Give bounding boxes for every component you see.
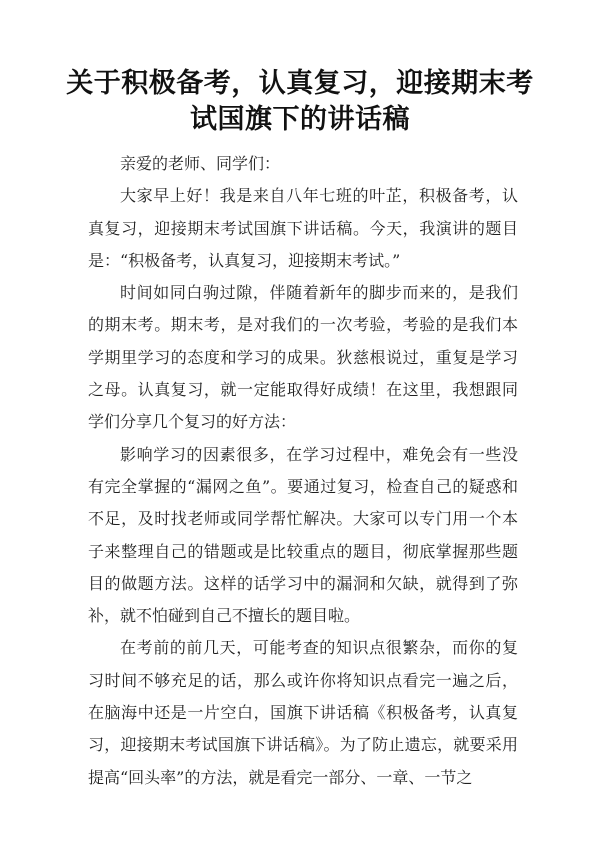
title-line-2: 试国旗下的讲话稿 [190, 104, 410, 135]
paragraph-review-mistakes: 影响学习的因素很多，在学习过程中，难免会有一些没有完全掌握的“漏网之鱼”。要通过复习，检查自己的疑惑和不足，及时找老师或同学帮忙解决。大家可以专门用一个本子来整理自己的错题或是比较重点的题目，彻底掌握那些题目的做题方法。这样的话学习中的漏洞和欠缺，就得到了弥补，就不怕碰到自己不擅长的题目啦。 [88, 444, 518, 626]
paragraph-intro: 大家早上好！我是来自八年七班的叶芷，积极备考，认真复习，迎接期末考试国旗下讲话稿。今天，我演讲的题目是：“积极备考，认真复习，迎接期末考试。” [88, 186, 518, 270]
paragraph-review-method: 在考前的前几天，可能考查的知识点很繁杂，而你的复习时间不够充足的话，那么或许你将知识点看完一遍之后，在脑海中还是一片空白，国旗下讲话稿《积极备考，认真复习，迎接期末考试国旗下讲话稿》。为了防止遗忘，就要采用提高“回头率”的方法，就是看完一部分、一章、一节之 [88, 638, 518, 787]
salutation: 亲爱的老师、同学们： [120, 154, 281, 173]
speech-body [88, 148, 518, 794]
page-title [60, 66, 540, 138]
title-line-1: 关于积极备考，认真复习，迎接期末考 [66, 68, 534, 99]
paragraph-exam-meaning: 时间如同白驹过隙，伴随着新年的脚步而来的，是我们的期末考。期末考，是对我们的一次考验，考验的是我们本学期里学习的态度和学习的成果。狄慈根说过，重复是学习之母。认真复习，就一定能取得好成绩！在这里，我想跟同学们分享几个复习的好方法： [88, 283, 518, 432]
